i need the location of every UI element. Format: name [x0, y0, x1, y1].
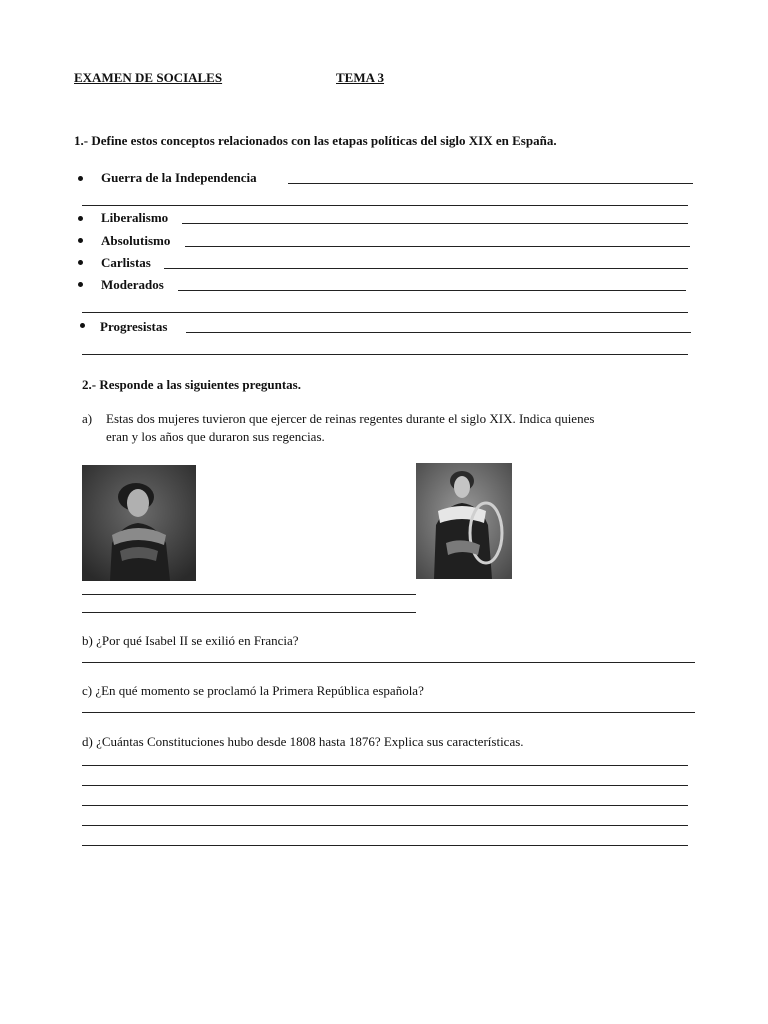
- question-c: c) ¿En qué momento se proclamó la Primera República española?: [82, 683, 424, 698]
- answer-line[interactable]: [82, 712, 695, 713]
- answer-line[interactable]: [82, 354, 688, 355]
- answer-line[interactable]: [82, 594, 416, 595]
- answer-line[interactable]: [82, 765, 688, 766]
- answer-line[interactable]: [288, 183, 693, 184]
- answer-line[interactable]: [178, 290, 686, 291]
- section2-heading: 2.- Responde a las siguientes preguntas.: [82, 377, 301, 392]
- answer-line[interactable]: [82, 825, 688, 826]
- answer-line[interactable]: [164, 268, 688, 269]
- answer-line[interactable]: [82, 612, 416, 613]
- concept-label: Moderados: [101, 277, 164, 292]
- question-d: d) ¿Cuántas Constituciones hubo desde 1808 hasta 1876? Explica sus características.: [82, 734, 524, 749]
- answer-line[interactable]: [82, 845, 688, 846]
- answer-line[interactable]: [182, 223, 688, 224]
- section1-heading: 1.- Define estos conceptos relacionados con las etapas políticas del siglo XIX en España.: [74, 133, 557, 148]
- answer-line[interactable]: [82, 805, 688, 806]
- question-a-text-cont: eran y los años que duraron sus regencias.: [106, 429, 325, 444]
- answer-line[interactable]: [82, 312, 688, 313]
- exam-title: EXAMEN DE SOCIALES: [74, 70, 223, 85]
- concept-label: Liberalismo: [101, 210, 169, 225]
- exam-theme: TEMA 3: [336, 70, 385, 85]
- bullet-icon: [78, 260, 83, 265]
- bullet-icon: [78, 282, 83, 287]
- portrait-icon: [82, 465, 196, 581]
- question-b: b) ¿Por qué Isabel II se exilió en Francia?: [82, 633, 299, 648]
- answer-line[interactable]: [186, 332, 691, 333]
- concept-label: Progresistas: [100, 319, 168, 334]
- portrait-icon: [416, 463, 512, 579]
- question-a-text: Estas dos mujeres tuvieron que ejercer de reinas regentes durante el siglo XIX. Indica quienes: [106, 411, 595, 426]
- bullet-icon: [78, 238, 83, 243]
- bullet-icon: [80, 323, 85, 328]
- answer-line[interactable]: [82, 662, 695, 663]
- concept-label: Guerra de la Independencia: [101, 170, 257, 185]
- answer-line[interactable]: [82, 785, 688, 786]
- answer-line[interactable]: [82, 205, 688, 206]
- concept-label: Absolutismo: [101, 233, 171, 248]
- answer-line[interactable]: [185, 246, 690, 247]
- bullet-icon: [78, 216, 83, 221]
- question-a-label: a): [82, 411, 93, 426]
- bullet-icon: [78, 176, 83, 181]
- concept-label: Carlistas: [101, 255, 151, 270]
